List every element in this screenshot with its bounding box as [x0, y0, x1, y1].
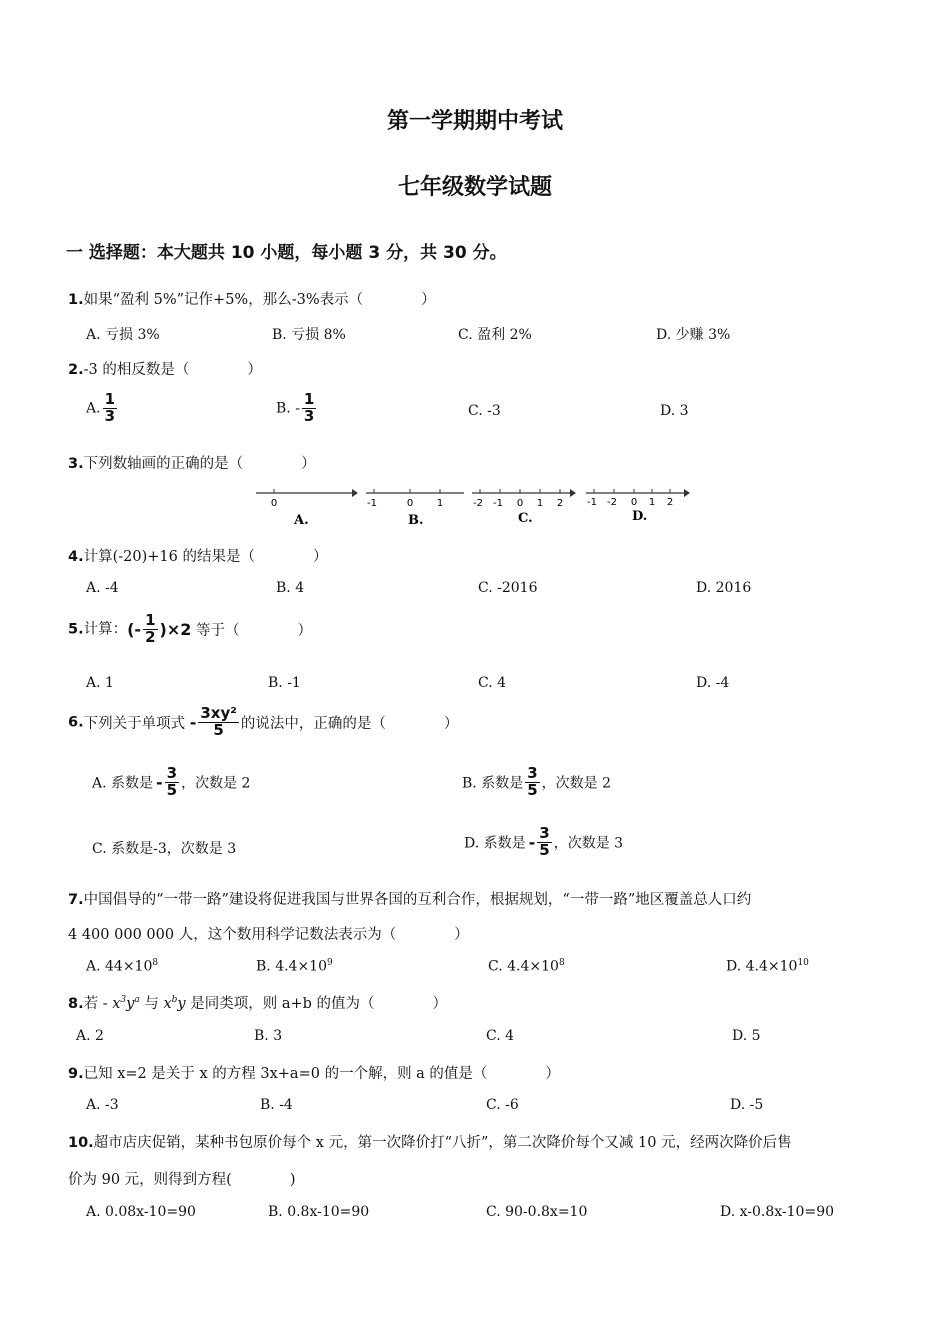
q5-option-b: B. -1	[268, 675, 301, 691]
option-label: D.	[632, 509, 648, 524]
question-number: 5.	[68, 621, 84, 638]
fraction	[143, 613, 157, 646]
arrow-head	[352, 489, 358, 497]
numerator: 3	[166, 764, 178, 782]
math-open: (-	[127, 619, 142, 639]
q2-option-c: C. -3	[468, 403, 501, 419]
question-number: 2.	[68, 362, 84, 378]
q7-option-d	[726, 958, 809, 975]
option-label: B. 系数是	[462, 775, 524, 792]
q4-option-c: C. -2016	[478, 580, 538, 596]
option-label: D. 系数是	[464, 835, 526, 852]
fraction	[103, 392, 117, 425]
number-line-b-svg	[364, 484, 468, 530]
arrow-head	[570, 489, 576, 497]
q4-option-a: A. -4	[86, 580, 119, 596]
q7-option-a	[86, 958, 158, 975]
number-line-d	[584, 484, 692, 530]
question-text: 下列数轴画的正确的是（ ）	[83, 456, 316, 472]
question-number: 1.	[68, 292, 84, 308]
q6-option-b	[462, 766, 611, 799]
arrow-head	[684, 489, 690, 497]
option-label: B.	[408, 513, 424, 528]
question-text: 已知 x=2 是关于 x 的方程 3x+a=0 的一个解，则 a 的值是（ ）	[83, 1066, 560, 1082]
q1-option-a: A. 亏损 3%	[86, 327, 160, 343]
option-text: B. 4.4×10	[256, 958, 327, 975]
math-var: y	[126, 996, 135, 1012]
fraction	[525, 766, 539, 799]
q7-option-c	[488, 958, 565, 975]
fraction	[537, 826, 551, 859]
question-5	[68, 613, 312, 646]
q1-option-b: B. 亏损 8%	[272, 327, 346, 343]
q1-option-c: C. 盈利 2%	[458, 327, 532, 343]
q6-option-d	[464, 826, 623, 859]
question-text-end: 是同类项，则 a+b 的值为（ ）	[190, 996, 448, 1012]
q10-option-c: C. 90-0.8x=10	[486, 1204, 588, 1220]
question-number: 6.	[68, 714, 84, 731]
denominator: 5	[213, 720, 224, 739]
tick-label: -1	[367, 498, 377, 509]
q2-option-b	[276, 392, 318, 425]
tick-label: 1	[648, 497, 656, 508]
denominator: 5	[539, 840, 550, 859]
option-text: D. 4.4×10	[726, 958, 798, 975]
q9-option-a: A. -3	[86, 1097, 119, 1113]
numerator: 1	[303, 390, 315, 408]
number-line-a-svg	[252, 484, 360, 530]
question-text: 下列关于单项式	[83, 715, 186, 732]
option-label: B. -	[276, 400, 300, 417]
q8-option-c: C. 4	[486, 1028, 515, 1044]
question-7	[68, 888, 751, 909]
question-2	[68, 358, 262, 379]
math-var: y	[177, 996, 186, 1012]
minus-sign: -	[189, 712, 197, 732]
q9-option-d: D. -5	[730, 1097, 764, 1113]
q8-option-b: B. 3	[254, 1028, 283, 1044]
denominator: 2	[145, 627, 156, 646]
exponent: 10	[797, 958, 809, 968]
question-text: 计算：	[83, 621, 128, 638]
question-text: 如果“盈利 5%”记作+5%，那么-3%表示（ ）	[83, 292, 436, 308]
question-text: 若 -	[83, 996, 108, 1012]
exponent: 8	[558, 958, 565, 968]
denominator: 3	[104, 406, 115, 425]
q4-option-b: B. 4	[276, 580, 305, 596]
section-heading: 一 选择题：本大题共 10 小题，每小题 3 分，共 30 分。	[66, 243, 507, 263]
tick-label: 0	[516, 498, 524, 509]
tick-label: 1	[536, 498, 544, 509]
exponent: 8	[152, 958, 159, 968]
q4-option-d: D. 2016	[696, 580, 752, 596]
option-label: A. 系数是	[92, 775, 154, 792]
question-text: 与	[144, 996, 159, 1012]
q5-option-d: D. -4	[696, 675, 730, 691]
tick-label: 0	[270, 498, 278, 509]
option-label: A.	[86, 400, 101, 417]
option-text: ，次数是 3	[553, 835, 624, 852]
question-8	[68, 992, 447, 1013]
option-text: ，次数是 2	[181, 775, 251, 792]
question-number: 7.	[68, 892, 84, 908]
q2-option-a	[86, 392, 119, 425]
q8-option-a: A. 2	[76, 1028, 104, 1044]
question-10-line-2: 价为 90 元，则得到方程( )	[68, 1172, 296, 1188]
numerator: 3	[539, 824, 550, 842]
question-10	[68, 1131, 792, 1152]
number-line-a	[252, 484, 360, 530]
math-var: x	[112, 996, 121, 1012]
number-line-d-svg	[584, 484, 692, 530]
numerator: 1	[104, 390, 115, 408]
exponent: 3	[120, 995, 127, 1006]
q2-option-d: D. 3	[660, 403, 689, 419]
math-var: x	[163, 996, 172, 1012]
question-number: 3.	[68, 456, 84, 472]
tick-label: -1	[587, 497, 597, 508]
fraction	[302, 392, 316, 425]
q6-option-a	[92, 766, 250, 799]
option-label: A.	[294, 513, 309, 528]
question-text-end: 等于（ ）	[195, 622, 312, 639]
tick-label: 0	[406, 498, 414, 509]
tick-label: 0	[630, 497, 638, 508]
option-text: A. 44×10	[86, 958, 153, 975]
exponent: a	[134, 995, 140, 1006]
monomial-fraction	[198, 706, 238, 739]
number-line-c	[470, 484, 578, 530]
minus-sign: -	[528, 832, 536, 852]
numerator: 1	[145, 611, 156, 629]
question-1	[68, 288, 436, 309]
question-6	[68, 706, 458, 739]
question-number: 8.	[68, 996, 84, 1012]
exponent: b	[171, 995, 178, 1006]
denominator: 3	[303, 406, 315, 425]
minus-sign: -	[156, 772, 163, 792]
q10-option-a: A. 0.08x-10=90	[86, 1204, 196, 1220]
question-text-end: 的说法中，正确的是（ ）	[240, 715, 459, 732]
q10-option-b: B. 0.8x-10=90	[268, 1204, 370, 1220]
denominator: 5	[166, 780, 178, 799]
numerator: 3	[527, 764, 538, 782]
tick-label: -1	[493, 498, 503, 509]
q7-option-b	[256, 958, 333, 975]
number-line-c-svg	[470, 484, 578, 530]
q9-option-c: C. -6	[486, 1097, 519, 1113]
q8-option-d: D. 5	[732, 1028, 761, 1044]
question-text: 中国倡导的“一带一路”建设将促进我国与世界各国的互利合作，根据规划，“一带一路”地区覆盖总人口约	[83, 892, 752, 908]
fraction	[165, 766, 179, 799]
question-9	[68, 1062, 560, 1083]
tick-label: 2	[556, 498, 564, 509]
option-text: C. 4.4×10	[488, 958, 559, 975]
number-line-b	[364, 484, 468, 530]
tick-label: 1	[436, 498, 444, 509]
question-text: -3 的相反数是（ ）	[83, 362, 262, 378]
question-3	[68, 452, 316, 473]
question-text: 超市店庆促销，某种书包原价每个 x 元，第一次降价打“八折”，第二次降价每个又减 10 元，经两次降价后售	[93, 1135, 792, 1151]
q1-option-d: D. 少赚 3%	[656, 327, 731, 343]
q5-option-a: A. 1	[86, 675, 114, 691]
exam-title: 第一学期期中考试	[386, 109, 563, 134]
q5-option-c: C. 4	[478, 675, 507, 691]
question-number: 9.	[68, 1066, 84, 1082]
exam-subtitle: 七年级数学试题	[397, 175, 552, 200]
question-7-line-2: 4 400 000 000 人，这个数用科学记数法表示为（ ）	[68, 927, 469, 943]
tick-label: -2	[473, 498, 483, 509]
math-close: )×2	[159, 619, 192, 639]
question-number: 4.	[68, 549, 84, 565]
tick-label: -2	[607, 497, 617, 508]
option-label: C.	[518, 511, 533, 526]
q10-option-d: D. x-0.8x-10=90	[720, 1204, 835, 1220]
exponent: 9	[327, 958, 333, 968]
question-number: 10.	[68, 1135, 94, 1151]
tick-label: 2	[666, 497, 674, 508]
option-text: ，次数是 2	[541, 775, 611, 792]
denominator: 5	[527, 780, 538, 799]
question-text: 计算(-20)+16 的结果是（ ）	[83, 549, 328, 565]
q6-option-c: C. 系数是-3，次数是 3	[92, 841, 237, 857]
q9-option-b: B. -4	[260, 1097, 293, 1113]
numerator: 3xy²	[200, 704, 237, 722]
question-4	[68, 545, 327, 566]
